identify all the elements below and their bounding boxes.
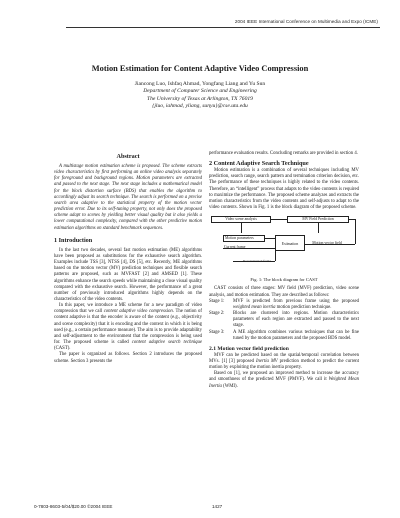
arrow-mvf-down xyxy=(318,223,319,233)
feedback-line-top xyxy=(349,219,355,220)
intro-heading: 1 Introduction xyxy=(54,236,93,244)
estimation-box: Estimation xyxy=(275,235,305,251)
block-diagram xyxy=(209,214,359,276)
arrow-analysis-to-mvf xyxy=(271,219,287,220)
abstract-text: A multistage motion estimation scheme is proposed. The scheme extracts video characteristics by first performing an online video analysis separately for foreground and background regions. Motion parameters are extracted and passed to the next stage. The next stage includes a mathematical model for the block distortion surface (BDS) that enables the algorithm to accordingly adjust its search technique. The search is performed on a precise search area adaptive to the statistical property of the motion vector prediction error. Due to its self-tuning property, not only does the proposed scheme adapt to scenes by yielding better visual quality but it also yields a lower computational complexity, compared with the other predictive motion estimation algorithms on standard benchmark sequences. xyxy=(54,164,202,231)
reconstructed-frame-label: Reconstructed frame xyxy=(242,259,272,264)
footer-isbn: 0-7803-8603-5/04/$20.00 ©2004 IEEE xyxy=(34,504,113,509)
author-university: The University of Texas at Arlington, TX 76019 xyxy=(147,95,253,102)
feedback-line-right xyxy=(355,219,356,244)
abstract-heading: Abstract xyxy=(116,153,140,160)
author-emails: {jluo, iahmad, yliang, sunyu}@cse.uta.edu xyxy=(152,103,248,110)
header-rule xyxy=(66,27,380,28)
arrow-current-frame xyxy=(223,248,275,249)
figure-caption: Fig. 1: The block diagram for CAST xyxy=(250,277,318,283)
author-block xyxy=(0,81,400,111)
motion-vector-field-label: Motion vector field xyxy=(305,241,349,248)
video-scene-analysis-box: Video scene analysis xyxy=(211,216,271,223)
intro-paragraph-1: In the last two decades, several fast motion estimation (ME) algorithms have been proposed as substitutions for the exhaustive search algorithm. Examples include TSS [3], NTSS [4], DS [5], etc. Recently, ME algorithms based on the motion vector (MV) prediction techniques and flexible search patterns are proposed, such as MVFAST [2] and AMSED [1]. These algorithms enhance the search speeds while maintaining a close visual quality compared with the exhaustive search. However, the performance of a great number of previously introduced algorithms highly depends on the characteristics of the video contents. xyxy=(54,247,202,302)
left-column xyxy=(54,153,202,365)
stage-2: Stage 2: Blocks are clustered into regions. Motion characteristics parameters of each region are extracted and passed to the next stage. xyxy=(209,311,359,329)
arrow-analysis-down xyxy=(241,223,242,233)
stage-3: Stage 3: A ME algorithm combines various techniques that can be fine tuned by the motion parameters and the proposed BDS model. xyxy=(209,329,359,341)
conference-header: 2004 IEEE International Conference on Multimedia and Expo (ICME) xyxy=(234,19,378,24)
continued-text: performance evaluation results. Concluding remarks are provided in section 4. xyxy=(209,151,358,156)
author-names: Jiancong Luo, Ishfaq Ahmad, Yongfang Liang and Yu Sun xyxy=(134,81,266,87)
arrow-mvf-out xyxy=(305,244,355,245)
section-2-paragraph-2: CAST consists of three stages: MV field (MVF) prediction, video scene analysis, and motion estimation. They are described as follows: xyxy=(209,286,359,298)
section-2-1-heading: 2.1 Motion vector field prediction xyxy=(209,345,289,352)
section-2-heading: 2 Content Adaptive Search Technique xyxy=(209,160,309,168)
motion-parameters-box: Motion parameters xyxy=(223,235,265,242)
section-2-paragraph-1: Motion estimation is a combination of several techniques including MV prediction, search range, search pattern and termination criterion decision, etc. The performance of these techniques is highly related to the video contents. Therefore, an “intelligent” process that adapts to the video contents is required to maximize the performance. The proposed scheme analyzes and extracts the motion characteristics from the video contents and self-adjusts to adapt to the video contents. Shown in Fig. 1 is the block diagram of the proposed scheme. xyxy=(209,168,359,211)
current-frame-label: Current frame xyxy=(223,245,265,252)
paper-title: Motion Estimation for Content Adaptive Video Compression xyxy=(91,64,309,73)
section-2-1-paragraph-2: Based on [1], we proposed an improved method to increase the accuracy and smoothness of the predicted MVF (PMVF). We call it Weighted Mean Inertia (WMI). xyxy=(209,371,359,389)
intro-paragraph-3: The paper is organized as follows. Section 2 introduces the proposed scheme. Section 3 presents the xyxy=(54,352,202,364)
mv-field-prediction-box: MV Field Prediction xyxy=(287,216,349,223)
right-column xyxy=(209,151,359,390)
arrow-params-to-estimation xyxy=(265,238,275,239)
section-2-1-paragraph-1: MVF can be predicted based on the spatial/temporal correlation between MVs. [1] [3] proposed Inertia MV prediction method to predict the current motion by exploiting the motion inertia property. xyxy=(209,352,360,371)
page-number: 1427 xyxy=(212,504,223,509)
stage-1: Stage 1: MVF is predicted from previous frame using the proposed weighted mean inertia motion prediction technique. xyxy=(209,298,359,310)
author-department: Department of Computer Science and Engineering xyxy=(143,88,257,95)
intro-paragraph-2: In this paper, we introduce a ME scheme for a new paradigm of video compression that we call content adaptive video compression. The notion of content adaptive is that the encoder is aware of the content (e.g., objectivity and scene complexity) that it is encoding and the context in which it is being used (e.g., a certain performance measure). The aim is to provide adaptability and self-adjustment to the environment that the compression is being used for. The proposed scheme is called content adaptive search technique (CAST). xyxy=(54,303,203,352)
